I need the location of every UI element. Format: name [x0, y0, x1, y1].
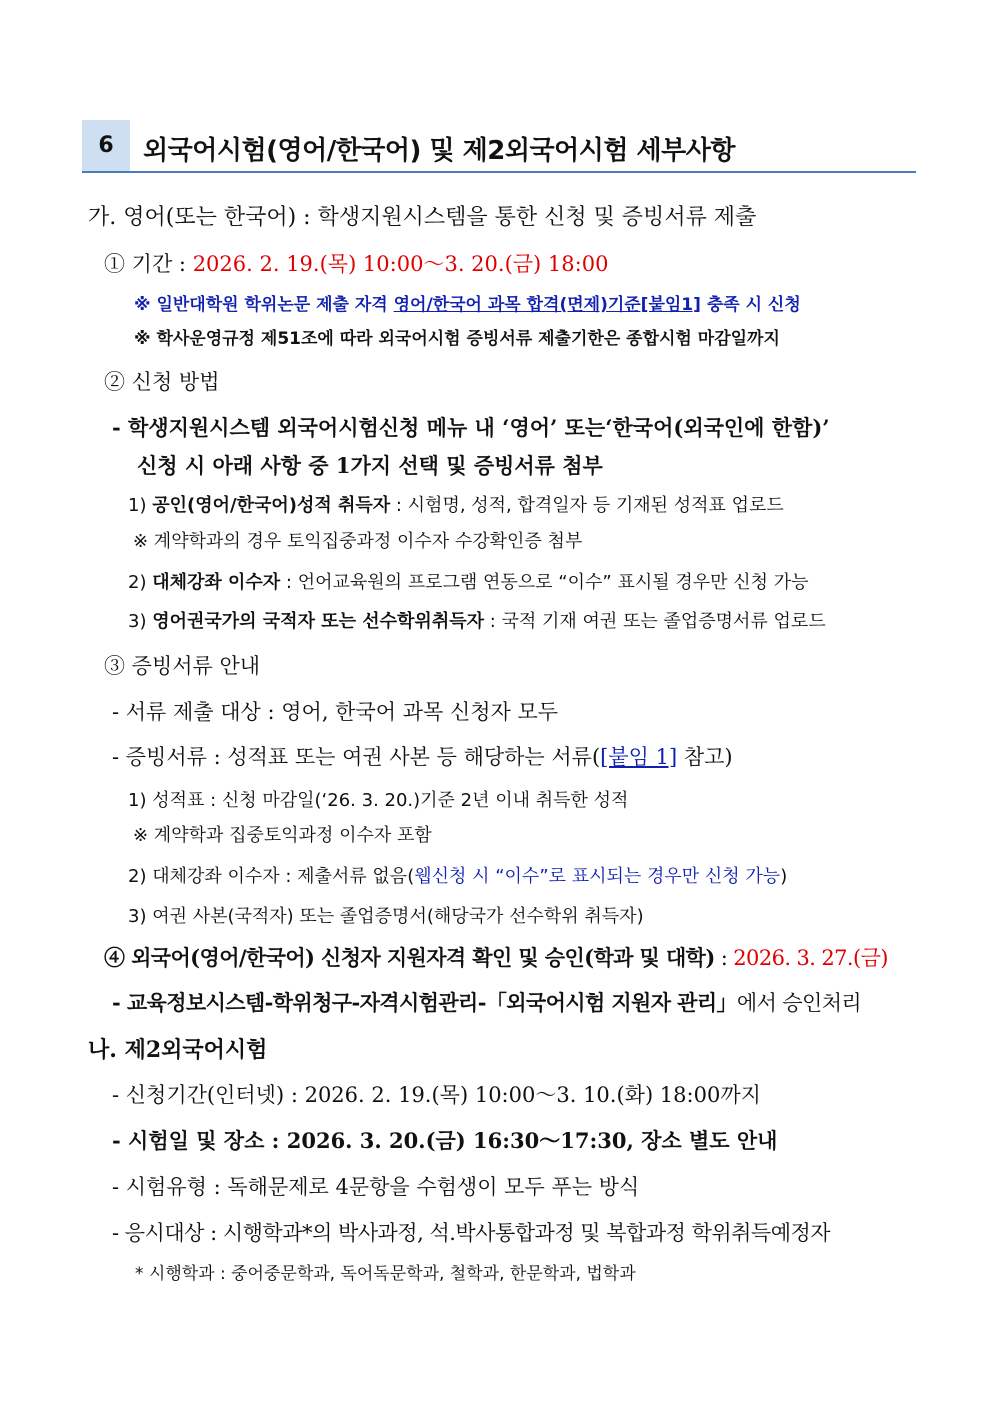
method-line1: - 학생지원시스템 외국어시험신청 메뉴 내 ‘영어’ 또는‘한국어(외국인에 한함)’: [112, 415, 830, 440]
section-number: 6: [98, 133, 114, 158]
period-line: [104, 248, 608, 278]
approve-line: [104, 942, 888, 972]
period-value: 2026. 2. 19.(목) 10:00～3. 20.(금) 18:00: [192, 252, 609, 276]
item2-rest: : 언어교육원의 프로그램 연동으로 “이수” 표시될 경우만 신청 가능: [280, 572, 809, 593]
item3-rest: : 국적 기재 여권 또는 졸업증명서류 업로드: [484, 611, 826, 632]
approve-date: 2026. 3. 27.(금): [733, 946, 888, 970]
item1-num: 1): [128, 495, 153, 516]
item1-rest: : 시험명, 성적, 합격일자 등 기재된 성적표 업로드: [390, 495, 784, 516]
item2-bold: 대체강좌 이수자: [152, 572, 281, 593]
item1-bold: 공인(영어/한국어)성적 취득자: [152, 495, 391, 516]
heading-ga: 가. 영어(또는 한국어) : 학생지원시스템을 통한 신청 및 증빙서류 제출: [88, 205, 757, 230]
note-deadline: ※ 학사운영규정 제51조에 따라 외국어시험 증빙서류 제출기한은 종합시험 마감일까지: [134, 329, 780, 349]
section-divider: [82, 171, 916, 173]
item1-note: ※ 계약학과의 경우 토익집중과정 이수자 수강확인증 첨부: [133, 531, 583, 552]
docs-attachment-link[interactable]: [붙임 1]: [600, 745, 678, 769]
method-item-1: [128, 491, 784, 517]
item2-num: 2): [128, 572, 153, 593]
docs-item2-suffix: ): [780, 866, 788, 887]
docs-item2-prefix: 2) 대체강좌 이수자 : 제출서류 없음(: [128, 866, 415, 887]
docs-item-2: [128, 862, 787, 888]
docs-item2-blue: 웹신청 시 “이수”로 표시되는 경우만 신청 가능: [414, 866, 781, 887]
na-line3: - 시험유형 : 독해문제로 4문항을 수험생이 모두 푸는 방식: [112, 1175, 640, 1199]
na-line1: - 신청기간(인터넷) : 2026. 2. 19.(목) 10:00～3. 10.(화) 18:00까지: [112, 1083, 761, 1107]
approve-line2: [112, 987, 861, 1017]
method-label: ② 신청 방법: [104, 370, 220, 394]
method-item-2: [128, 568, 808, 594]
approve-label: ④ 외국어(영어/한국어) 신청자 지원자격 확인 및 승인(학과 및 대학): [104, 945, 715, 970]
section-title: 외국어시험(영어/한국어) 및 제2외국어시험 세부사항: [143, 136, 735, 166]
na-line4-note: * 시행학과 : 중어중문학과, 독어독문학과, 철학과, 한문학과, 법학과: [135, 1264, 636, 1284]
note1-link[interactable]: 영어/한국어 과목 합격(면제)기준[붙임1]: [393, 295, 701, 315]
note-qualification: [134, 290, 801, 315]
note1-suffix: 충족 시 신청: [700, 295, 801, 315]
docs-line2-prefix: - 증빙서류 : 성적표 또는 여권 사본 등 해당하는 서류(: [112, 745, 601, 769]
approve-line2-rest: 에서 승인처리: [736, 991, 862, 1015]
docs-label: ③ 증빙서류 안내: [104, 654, 261, 678]
item3-num: 3): [128, 611, 153, 632]
method-line2: 신청 시 아래 사항 중 1가지 선택 및 증빙서류 첨부: [137, 453, 603, 478]
heading-na: 나. 제2외국어시험: [88, 1037, 268, 1063]
docs-item-3: 3) 여권 사본(국적자) 또는 졸업증명서(해당국가 선수학위 취득자): [128, 906, 644, 927]
docs-line2-suffix: 참고): [677, 745, 733, 769]
na-line2: - 시험일 및 장소 : 2026. 3. 20.(금) 16:30～17:30, 장소 별도 안내: [112, 1128, 778, 1153]
docs-line2: [112, 741, 733, 771]
approve-line2-bold: - 교육정보시스템-학위청구-자격시험관리-「외국어시험 지원자 관리」: [112, 990, 737, 1015]
method-item-3: [128, 607, 826, 633]
note1-prefix: ※ 일반대학원 학위논문 제출 자격: [134, 295, 394, 315]
period-label: ① 기간 :: [104, 252, 193, 276]
item3-bold: 영어권국가의 국적자 또는 선수학위취득자: [152, 611, 484, 632]
docs-item1-note: ※ 계약학과 집중토익과정 이수자 포함: [133, 825, 432, 846]
na-line4: - 응시대상 : 시행학과*의 박사과정, 석.박사통합과정 및 복합과정 학위취득예정자: [112, 1221, 831, 1245]
approve-sep: :: [714, 946, 734, 970]
docs-line1: - 서류 제출 대상 : 영어, 한국어 과목 신청자 모두: [112, 700, 559, 724]
docs-item-1: 1) 성적표 : 신청 마감일(‘26. 3. 20.)기준 2년 이내 취득한 성적: [128, 790, 629, 811]
